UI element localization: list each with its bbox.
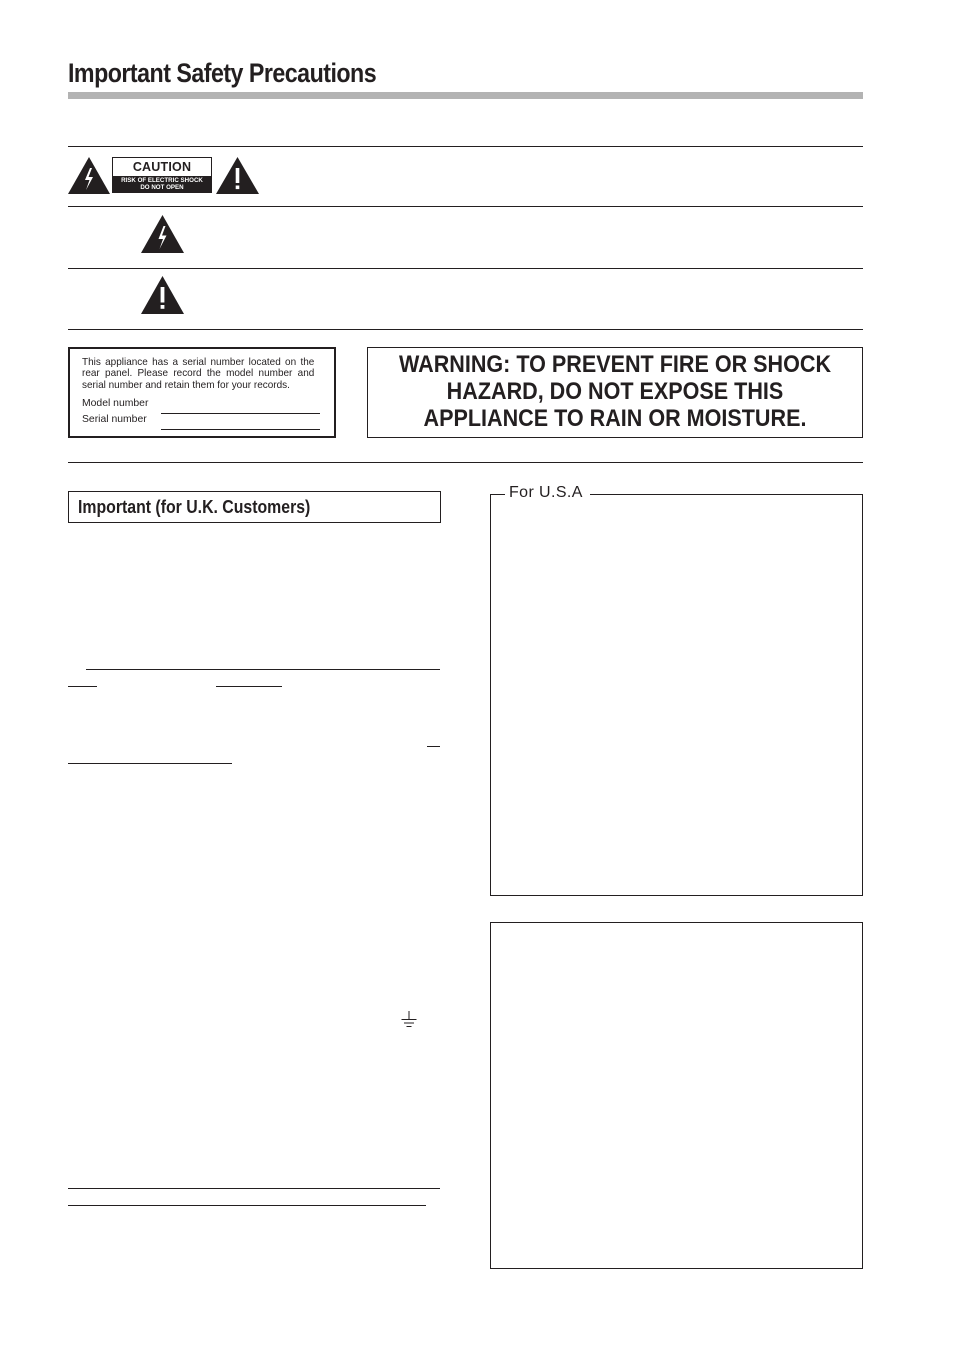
caution-subtext (113, 176, 211, 192)
serial-number-box (68, 347, 336, 438)
underline-mark (68, 686, 97, 687)
uk-heading-box (68, 491, 441, 523)
model-number-label: Model number (82, 398, 149, 409)
caution-line-1: RISK OF ELECTRIC SHOCK (121, 176, 203, 184)
warning-box (367, 347, 863, 438)
lightning-triangle-icon (68, 157, 110, 194)
usa-section-legend: For U.S.A (505, 484, 590, 502)
underline-mark (68, 763, 232, 764)
lightning-triangle-icon (141, 215, 184, 253)
exclamation-triangle-icon (216, 157, 259, 194)
exclamation-triangle-icon (141, 276, 184, 314)
underline-mark (68, 1205, 426, 1206)
page-title: Important Safety Precautions (68, 58, 377, 88)
divider-3 (68, 268, 863, 269)
title-underline-bar (68, 92, 863, 99)
underline-mark (86, 669, 440, 670)
ground-symbol-icon (401, 1011, 417, 1034)
warning-line-2: HAZARD, DO NOT EXPOSE THIS (446, 378, 784, 405)
notice-box (490, 922, 863, 1269)
serial-instructions: This appliance has a serial number located on the rear panel. Please record the model number and serial number and retain them for your records. (82, 357, 315, 391)
divider-4 (68, 329, 863, 330)
warning-line-3: APPLIANCE TO RAIN OR MOISTURE. (423, 405, 807, 432)
underline-mark (68, 1188, 440, 1189)
caution-line-2: DO NOT OPEN (140, 184, 184, 191)
underline-mark (427, 746, 440, 747)
divider-2 (68, 206, 863, 207)
divider-top (68, 146, 863, 147)
underline-mark (216, 686, 282, 687)
warning-line-1: WARNING: TO PREVENT FIRE OR SHOCK (398, 351, 832, 378)
caution-heading: CAUTION (132, 160, 192, 174)
warning-text (398, 351, 833, 432)
divider-5 (68, 462, 863, 463)
uk-heading: Important (for U.K. Customers) (78, 497, 311, 517)
model-number-field-line (161, 413, 320, 414)
caution-label (112, 157, 212, 193)
serial-number-label: Serial number (82, 414, 147, 425)
serial-number-field-line (161, 429, 320, 430)
usa-section-box (490, 494, 863, 896)
